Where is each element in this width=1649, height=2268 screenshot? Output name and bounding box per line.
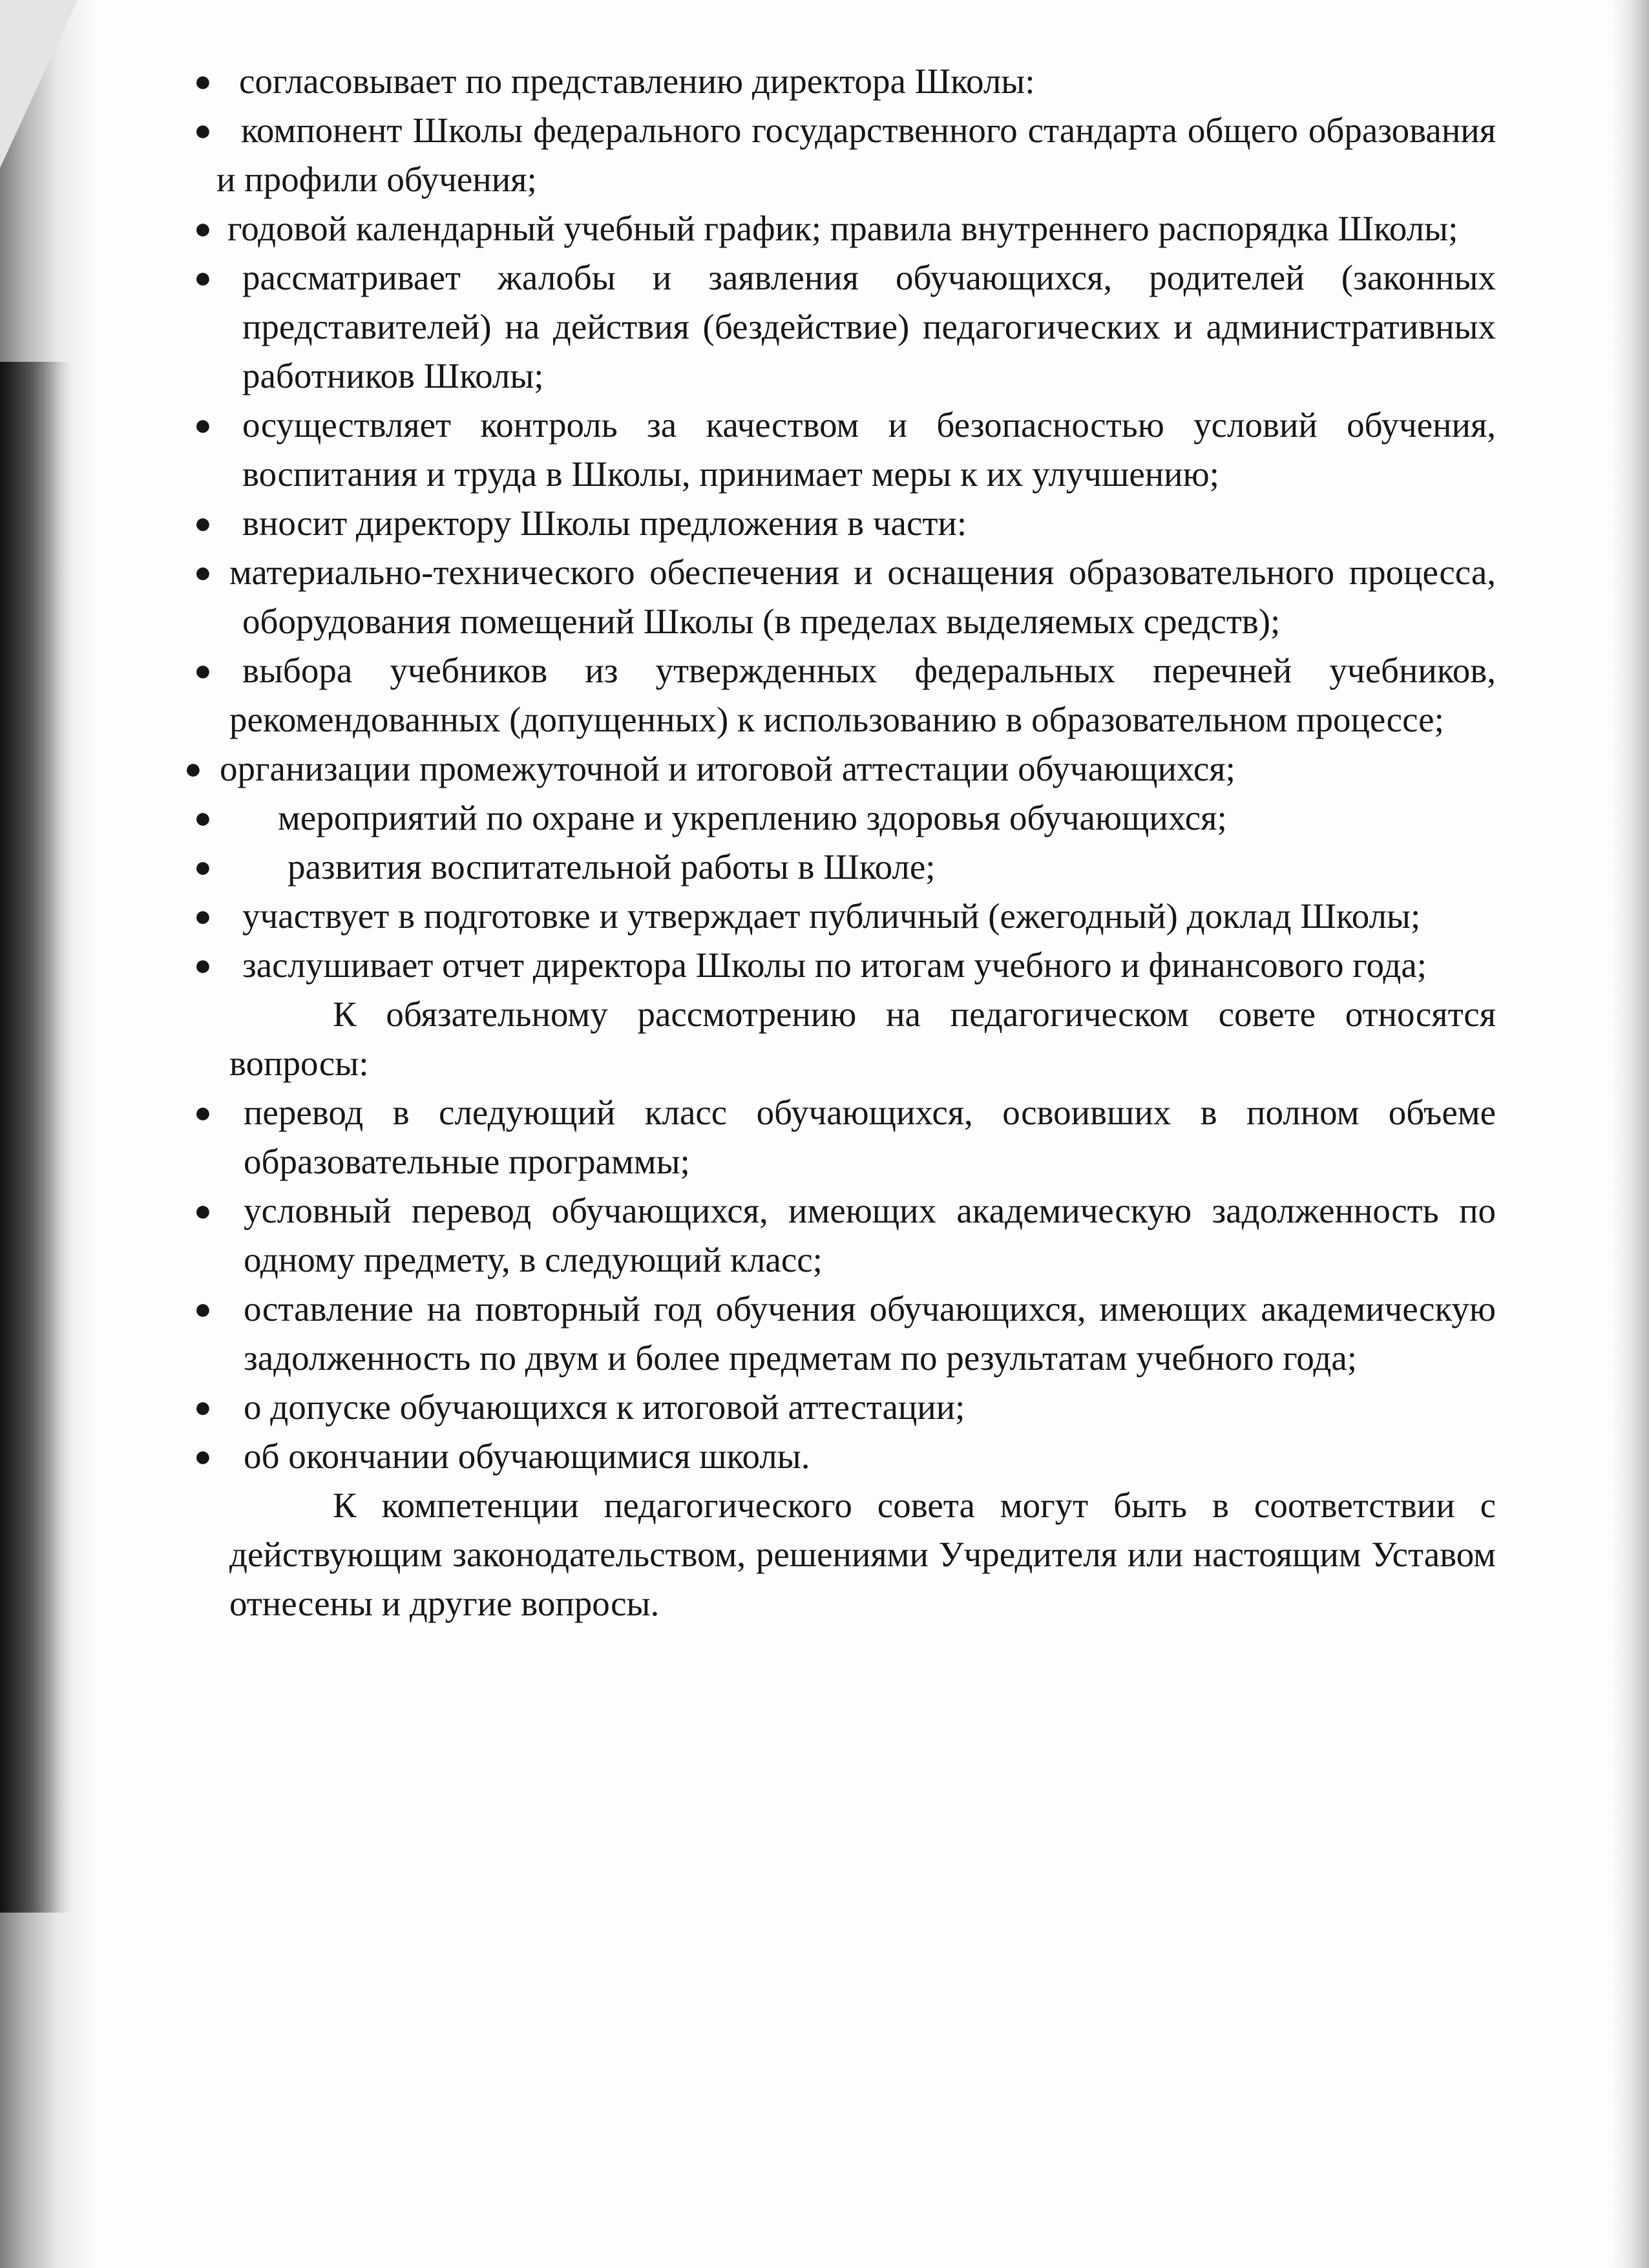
bullet-icon: ● (194, 507, 212, 540)
bullet-icon: ● (194, 1391, 212, 1423)
competence-item-text: заслушивает отчет директора Школы по итогам учебного и финансового года; (242, 945, 1427, 985)
bullet-icon: ● (194, 261, 212, 294)
bullet-icon: ● (194, 556, 212, 589)
competence-item-text: мероприятий по охране и укреплению здоровья обучающихся; (278, 798, 1227, 837)
bullet-icon: ● (194, 1096, 212, 1129)
mandatory-question-item (100, 1088, 1496, 1186)
competence-item-text: развития воспитательной работы в Школе; (288, 847, 936, 887)
competence-item (100, 892, 1496, 941)
competence-item-text: компонент Школы федерального государственного стандарта общего образования и профили обучения; (216, 110, 1496, 199)
folded-corner (0, 0, 78, 168)
mandatory-question-item-text: оставление на повторный год обучения обучающихся, имеющих академическую задолженность по двум и более предметам по результатам учебного года; (244, 1289, 1496, 1378)
document-body (184, 57, 1496, 1628)
bullet-icon: ● (194, 408, 212, 441)
competence-item-text: годовой календарный учебный график; правила внутреннего распорядка Школы; (227, 209, 1458, 248)
bullet-icon: ● (194, 1194, 212, 1227)
mandatory-question-item-text: об окончании обучающимися школы. (244, 1436, 810, 1476)
bullet-icon: ● (184, 752, 202, 785)
mandatory-question-item (100, 1383, 1496, 1432)
competence-item (100, 57, 1496, 106)
competence-item-text: организации промежуточной и итоговой аттестации обучающихся; (220, 749, 1235, 788)
competence-item (100, 401, 1496, 499)
competence-item (100, 793, 1496, 843)
competence-list (184, 57, 1496, 990)
competence-item (100, 744, 1496, 793)
bullet-icon: ● (194, 801, 212, 834)
competence-item-text: рассматривает жалобы и заявления обучающихся, родителей (законных представителей) на действия (бездействие) педагогических и административных работников Школы; (242, 258, 1496, 395)
scan-edge-shadow-right (1610, 0, 1649, 2268)
competence-item (100, 106, 1496, 204)
competence-item (100, 204, 1496, 253)
competence-item-text: согласовывает по представлению директора Школы: (239, 61, 1035, 101)
competence-item-text: участвует в подготовке и утверждает публичный (ежегодный) доклад Школы; (242, 896, 1421, 936)
competence-item-text: выбора учебников из утвержденных федеральных перечней учебников, рекомендованных (допущенных) к использованию в образовательном процессе; (229, 651, 1496, 739)
competence-item-text: вносит директору Школы предложения в части: (242, 503, 967, 543)
competence-item (100, 646, 1496, 744)
bullet-icon: ● (194, 212, 212, 245)
mandatory-question-item-text: условный перевод обучающихся, имеющих академическую задолженность по одному предмету, в следующий класс; (244, 1191, 1496, 1279)
mandatory-question-item-text: перевод в следующий класс обучающихся, освоивших в полном объеме образовательные программы; (244, 1093, 1496, 1181)
bullet-icon: ● (194, 654, 212, 687)
competence-item (100, 843, 1496, 892)
mandatory-question-item (100, 1285, 1496, 1383)
bullet-icon: ● (194, 899, 212, 932)
competence-item (100, 499, 1496, 548)
mandatory-questions-list (194, 1088, 1496, 1481)
competence-item-text: осуществляет контроль за качеством и безопасностью условий обучения, воспитания и труда в Школы, принимает меры к их улучшению; (242, 405, 1496, 494)
scan-edge-shadow-left-dark (0, 362, 71, 1913)
bullet-icon: ● (194, 949, 212, 982)
competence-item-text: материально-технического обеспечения и оснащения образовательного процесса, оборудования помещений Школы (в пределах выделяемых средств); (229, 552, 1496, 641)
competence-item (100, 253, 1496, 401)
bullet-icon: ● (194, 1292, 212, 1325)
paragraph-mandatory-questions: К обязательному рассмотрению на педагогическом совете относятся вопросы: (229, 994, 1496, 1083)
competence-item (100, 941, 1496, 990)
mandatory-question-item (100, 1186, 1496, 1285)
bullet-icon: ● (194, 850, 212, 883)
bullet-icon: ● (194, 114, 212, 147)
competence-item (100, 548, 1496, 646)
bullet-icon: ● (194, 65, 212, 98)
paragraph-other-questions: К компетенции педагогического совета могут быть в соответствии с действующим законодательством, решениями Учредителя или настоящим Уставом отнесены и другие вопросы. (229, 1486, 1496, 1623)
mandatory-question-item (100, 1432, 1496, 1481)
bullet-icon: ● (194, 1440, 212, 1473)
mandatory-question-item-text: о допуске обучающихся к итоговой аттестации; (244, 1387, 965, 1427)
